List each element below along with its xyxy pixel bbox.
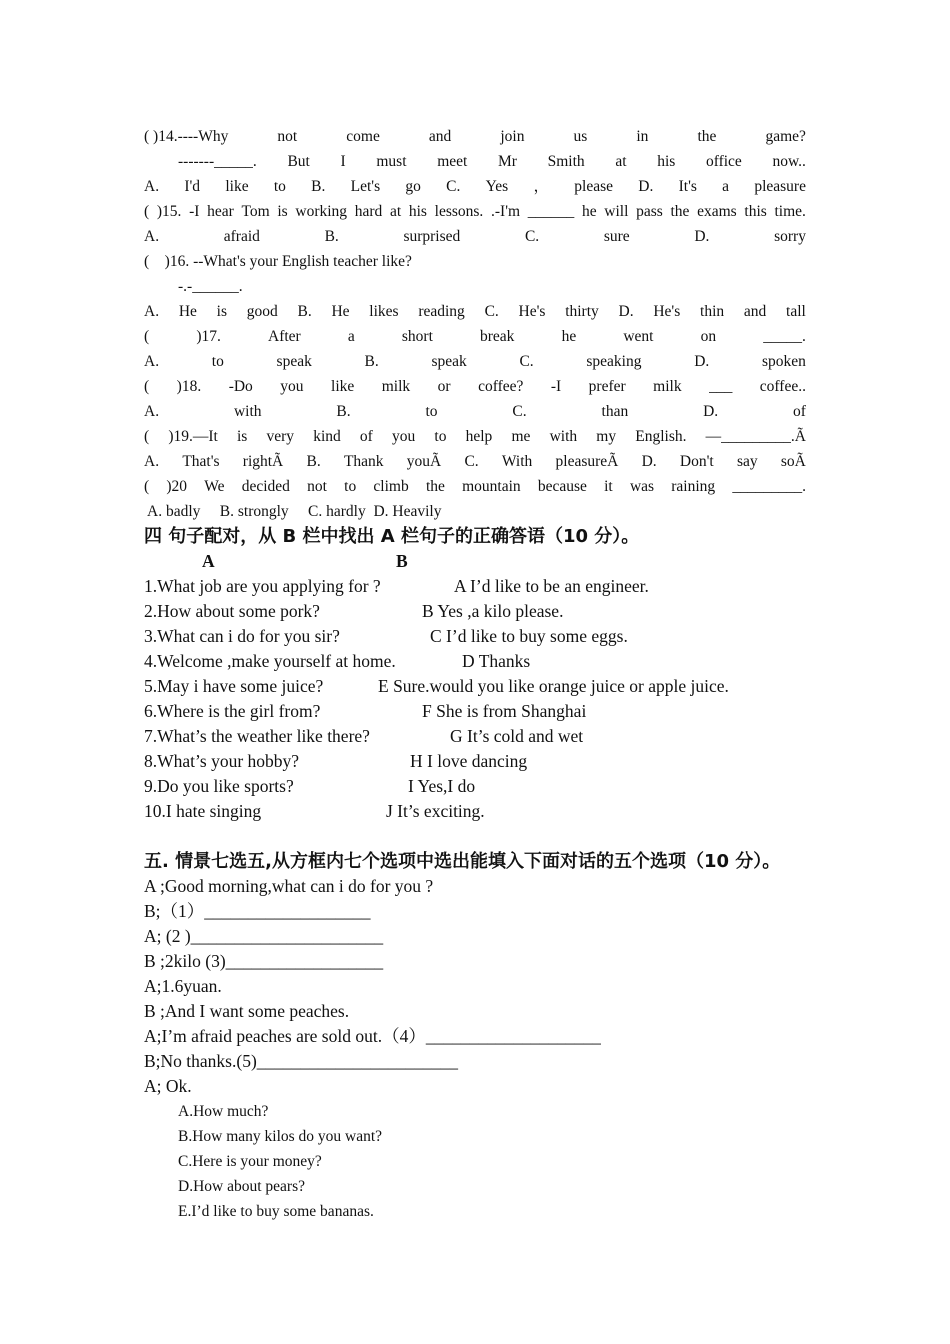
word: his — [657, 153, 676, 170]
word: )15. — [156, 203, 182, 220]
word: )20 — [166, 478, 188, 495]
word: lessons. — [434, 203, 484, 220]
word: not — [277, 128, 298, 145]
word: the — [670, 203, 690, 220]
word: After — [268, 328, 301, 345]
word: thin — [700, 303, 725, 320]
word: and — [428, 128, 452, 145]
pair-question: 5.May i have some juice? — [144, 676, 324, 696]
pair-question: 1.What job are you applying for ? — [144, 576, 381, 596]
word: not — [307, 478, 327, 495]
dialogue-line: B ;2kilo (3)__________________ — [144, 951, 384, 971]
word: That's — [182, 453, 220, 470]
word: rightÃ — [242, 453, 284, 470]
column-b-header: B — [396, 551, 408, 571]
matching-pairs — [144, 574, 806, 824]
word: C. — [512, 403, 527, 420]
word: working — [295, 203, 348, 220]
question-line — [144, 449, 806, 474]
word: good — [246, 303, 278, 320]
question-line — [144, 174, 806, 199]
dialogue-line: A;I’m afraid peaches are sold out.（4）____________________ — [144, 1026, 601, 1046]
word: was — [629, 478, 655, 495]
pair-answer: D Thanks — [462, 651, 531, 671]
word: ( — [144, 203, 150, 220]
word: Thank — [343, 453, 384, 470]
word: a — [722, 178, 730, 195]
dialogue-line: A;1.6yuan. — [144, 976, 222, 996]
word: game? — [765, 128, 806, 145]
word: very — [266, 428, 295, 445]
word: coffee.. — [759, 378, 806, 395]
question-line — [144, 149, 806, 174]
word: exams — [697, 203, 737, 220]
section-4-title: 四 句子配对，从 B 栏中找出 A 栏句子的正确答语（10 分）。 — [144, 526, 640, 547]
option-item: C.Here is your money? — [178, 1153, 322, 1170]
question-line — [144, 124, 806, 149]
question-line: A. badly B. strongly C. hardly D. Heavily — [144, 503, 442, 520]
word: hear — [207, 203, 234, 220]
pair-question: 9.Do you like sports? — [144, 776, 294, 796]
word: the — [425, 478, 445, 495]
dialogue-line: A; Ok. — [144, 1076, 192, 1096]
pair-row — [144, 649, 806, 674]
word: will — [604, 203, 629, 220]
word: mountain — [462, 478, 521, 495]
word: on — [700, 328, 717, 345]
word: is — [216, 303, 227, 320]
pair-row — [144, 724, 806, 749]
word: _________. — [732, 478, 806, 495]
word: He — [178, 303, 197, 320]
word: surprised — [403, 228, 461, 245]
pair-question: 2.How about some pork? — [144, 601, 320, 621]
word: He's — [653, 303, 681, 320]
column-a-header: A — [202, 551, 215, 571]
pair-row — [144, 799, 806, 824]
dialogue — [144, 874, 806, 1099]
word: likes — [369, 303, 399, 320]
section-5-title: 五. 情景七选五,从方框内七个选项中选出能填入下面对话的五个选项（10 分）。 — [144, 851, 781, 872]
pair-row — [144, 774, 806, 799]
option-item: B.How many kilos do you want? — [178, 1128, 383, 1145]
word: is — [277, 203, 288, 220]
word: spoken — [761, 353, 806, 370]
word: us — [573, 128, 588, 145]
word: prefer — [588, 378, 626, 395]
word: to — [434, 428, 447, 445]
word: decided — [241, 478, 290, 495]
pair-answer: I Yes,I do — [408, 776, 476, 796]
question-line — [144, 374, 806, 399]
word: speaking — [586, 353, 642, 370]
word: B. — [364, 353, 379, 370]
word: speak — [431, 353, 467, 370]
word: With — [501, 453, 533, 470]
word: at — [615, 153, 627, 170]
word: with — [549, 428, 578, 445]
dialogue-line: B;（1）___________________ — [144, 901, 371, 921]
word: sure — [603, 228, 630, 245]
word: D. — [641, 453, 657, 470]
pair-row — [144, 674, 806, 699]
word: Mr — [497, 153, 517, 170]
word: he — [561, 328, 577, 345]
word: it — [604, 478, 613, 495]
word: to — [344, 478, 357, 495]
word: B. — [311, 178, 326, 195]
word: )18. — [176, 378, 202, 395]
word: B. — [336, 403, 351, 420]
question-line — [144, 474, 806, 499]
word: D. — [694, 353, 710, 370]
word: A. — [144, 453, 160, 470]
pair-question: 8.What’s your hobby? — [144, 751, 300, 771]
word: you — [392, 428, 416, 445]
word: D. — [703, 403, 719, 420]
word: .-I'm — [491, 203, 521, 220]
word: me — [511, 428, 531, 445]
question-line: -.-______. — [178, 278, 243, 295]
word: come — [346, 128, 380, 145]
spacer — [144, 824, 806, 849]
word: ______ — [527, 203, 575, 220]
word: break — [480, 328, 515, 345]
word: A. — [144, 178, 160, 195]
word: than — [601, 403, 629, 420]
word: short — [401, 328, 433, 345]
word: ( — [144, 328, 150, 345]
worksheet-page — [144, 124, 806, 1224]
word: He's — [518, 303, 546, 320]
pair-question: 3.What can i do for you sir? — [144, 626, 340, 646]
word: kind — [313, 428, 341, 445]
word: D. — [638, 178, 654, 195]
word: -------_____. — [178, 153, 257, 170]
word: ( — [144, 478, 150, 495]
word: English. — [635, 428, 687, 445]
pair-answer: G It’s cold and wet — [450, 726, 584, 746]
question-line — [144, 299, 806, 324]
word: ( — [144, 378, 150, 395]
word: office — [705, 153, 742, 170]
word: or — [437, 378, 451, 395]
word: say — [736, 453, 758, 470]
word: D. — [694, 228, 710, 245]
pair-row — [144, 699, 806, 724]
word: coffee? — [478, 378, 524, 395]
word: join — [500, 128, 525, 145]
question-line — [144, 199, 806, 224]
word: We — [204, 478, 225, 495]
word: like — [225, 178, 249, 195]
pair-question: 7.What’s the weather like there? — [144, 726, 370, 746]
pair-answer: H I love dancing — [410, 751, 528, 771]
word: B. — [306, 453, 321, 470]
word: He — [331, 303, 350, 320]
pair-question: 4.Welcome ,make yourself at home. — [144, 651, 396, 671]
word: C. — [464, 453, 479, 470]
dialogue-line: B ;And I want some peaches. — [144, 1001, 350, 1021]
word: now.. — [772, 153, 806, 170]
word: B. — [297, 303, 312, 320]
word: A. — [144, 228, 160, 245]
word: went — [623, 328, 654, 345]
option-item: D.How about pears? — [178, 1178, 305, 1195]
question-line — [144, 399, 806, 424]
word: )17. — [196, 328, 221, 345]
word: pleasure — [754, 178, 806, 195]
pair-answer: C I’d like to buy some eggs. — [430, 626, 628, 646]
word: to — [273, 178, 286, 195]
word: Yes — [485, 178, 509, 195]
pair-answer: B Yes ,a kilo please. — [422, 601, 564, 621]
pair-question: 10.I hate singing — [144, 801, 262, 821]
word: in — [636, 128, 649, 145]
pair-answer: A I’d like to be an engineer. — [454, 576, 649, 596]
word: soÃ — [780, 453, 806, 470]
word: I — [340, 153, 346, 170]
multiple-choice-section — [144, 124, 806, 524]
word: he — [581, 203, 597, 220]
word: _____. — [763, 328, 806, 345]
word: at — [389, 203, 402, 220]
word: go — [405, 178, 421, 195]
word: —_________.Ã — [705, 428, 806, 445]
word: raining — [671, 478, 716, 495]
word: to — [211, 353, 224, 370]
word: Tom — [241, 203, 270, 220]
pair-row — [144, 599, 806, 624]
word: the — [697, 128, 717, 145]
pair-row — [144, 624, 806, 649]
question-line — [144, 349, 806, 374]
word: like — [331, 378, 355, 395]
pair-row — [144, 574, 806, 599]
pair-answer: J It’s exciting. — [386, 801, 485, 821]
word: you — [280, 378, 304, 395]
word: -I — [550, 378, 562, 395]
word: is — [237, 428, 248, 445]
dialogue-line: A ;Good morning,what can i do for you ? — [144, 876, 434, 896]
question-line: ( )16. --What's your English teacher like? — [144, 253, 412, 270]
word: with — [233, 403, 262, 420]
word: please — [574, 178, 613, 195]
word: pass — [636, 203, 663, 220]
word: afraid — [223, 228, 260, 245]
pair-row — [144, 749, 806, 774]
word: to — [425, 403, 438, 420]
word: -Do — [228, 378, 253, 395]
dialogue-line: B;No thanks.(5)_______________________ — [144, 1051, 459, 1071]
word: milk — [381, 378, 411, 395]
word: C. — [519, 353, 534, 370]
word: C. — [524, 228, 540, 245]
word: tall — [786, 303, 806, 320]
word: thirty — [565, 303, 599, 320]
question-line — [144, 324, 806, 349]
word: milk — [653, 378, 682, 395]
option-list — [144, 1099, 806, 1224]
word: D. — [618, 303, 634, 320]
word: ( )14.----Why — [144, 128, 229, 145]
word: because — [537, 478, 587, 495]
word: A. — [144, 403, 160, 420]
word: )19.—It — [168, 428, 218, 445]
word: must — [376, 153, 407, 170]
word: -I — [189, 203, 200, 220]
question-line — [144, 224, 806, 249]
question-line — [144, 424, 806, 449]
word: of — [359, 428, 373, 445]
word: hard — [354, 203, 383, 220]
word: help — [465, 428, 493, 445]
word: of — [793, 403, 806, 420]
word: I'd — [184, 178, 201, 195]
word: a — [347, 328, 355, 345]
word: A. — [144, 353, 160, 370]
word: C. — [484, 303, 499, 320]
word: ( — [144, 428, 150, 445]
word: ___ — [709, 378, 733, 395]
word: It's — [678, 178, 697, 195]
word: this — [744, 203, 767, 220]
word: and — [743, 303, 767, 320]
pair-question: 6.Where is the girl from? — [144, 701, 321, 721]
pair-answer: F She is from Shanghai — [422, 701, 587, 721]
word: sorry — [774, 228, 806, 245]
word: pleasureÃ — [555, 453, 619, 470]
word: C. — [446, 178, 461, 195]
pair-answer: E Sure.would you like orange juice or apple juice. — [378, 676, 729, 696]
word: speak — [276, 353, 312, 370]
dialogue-line: A; (2 )______________________ — [144, 926, 384, 946]
word: ， — [533, 178, 549, 195]
word: time. — [774, 203, 806, 220]
option-item: E.I’d like to buy some bananas. — [178, 1203, 374, 1220]
word: Let's — [350, 178, 381, 195]
word: my — [596, 428, 617, 445]
word: climb — [373, 478, 409, 495]
word: reading — [418, 303, 465, 320]
word: his — [408, 203, 427, 220]
column-headers — [144, 549, 806, 574]
word: Smith — [547, 153, 585, 170]
word: But — [287, 153, 310, 170]
word: youÃ — [406, 453, 442, 470]
word: meet — [437, 153, 468, 170]
word: A. — [144, 303, 160, 320]
word: B. — [324, 228, 339, 245]
word: Don't — [679, 453, 714, 470]
option-item: A.How much? — [178, 1103, 269, 1120]
